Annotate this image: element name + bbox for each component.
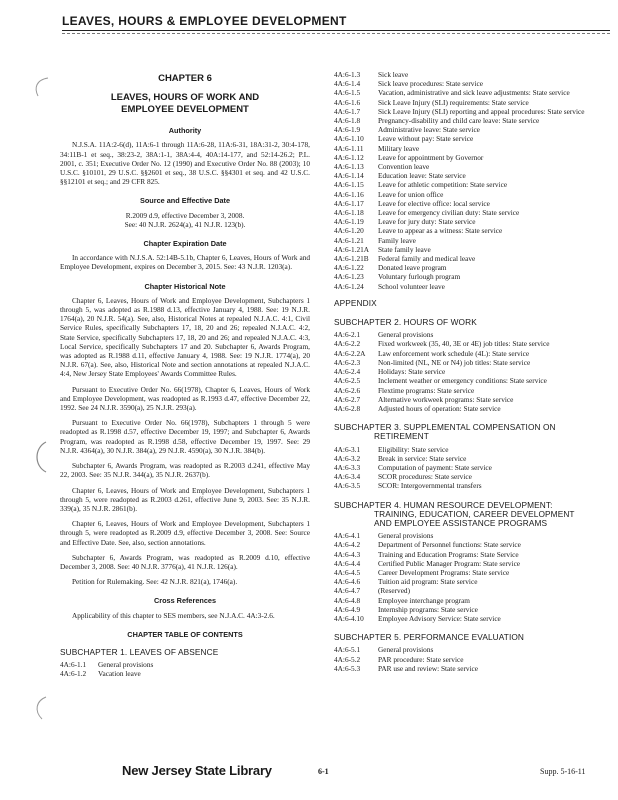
toc-entry[interactable] xyxy=(334,125,610,134)
section-number: 4A:6-5.3 xyxy=(334,663,361,673)
section-title: Administrative leave: State service xyxy=(378,125,480,135)
subchapter-3-title: SUBCHAPTER 3. SUPPLEMENTAL COMPENSATION ON xyxy=(334,422,556,433)
toc-entry[interactable] xyxy=(334,395,610,404)
section-title: Adjusted hours of operation: State service xyxy=(378,403,501,413)
left-column xyxy=(60,70,310,679)
section-title: Training and Education Programs: State Service xyxy=(378,549,519,559)
section-title: Sick Leave Injury (SLI) reporting and appeal procedures: State service xyxy=(378,106,585,116)
section-title: Employee Advisory Service: State service xyxy=(378,613,501,623)
toc-entry[interactable] xyxy=(334,263,610,272)
toc-entry[interactable] xyxy=(60,669,310,678)
section-number: 4A:6-2.6 xyxy=(334,385,361,395)
toc-entry[interactable] xyxy=(334,79,610,88)
section-number: 4A:6-5.2 xyxy=(334,654,361,664)
section-number: 4A:6-1.9 xyxy=(334,125,361,135)
section-title: Federal family and medical leave xyxy=(378,254,476,264)
subchapter-4-list xyxy=(334,531,610,623)
toc-entry[interactable] xyxy=(334,70,610,79)
section-title: Break in service: State service xyxy=(378,453,467,463)
section-number: 4A:6-1.13 xyxy=(334,162,364,172)
toc-entry[interactable] xyxy=(334,404,610,413)
library-stamp: New Jersey State Library xyxy=(122,763,272,778)
section-title: Convention leave xyxy=(378,162,430,172)
subchapter-2-title: SUBCHAPTER 2. HOURS OF WORK xyxy=(334,317,477,328)
section-title: Leave without pay: State service xyxy=(378,134,474,144)
section-title: Education leave: State service xyxy=(378,171,466,181)
section-number: 4A:6-1.21 xyxy=(334,235,364,245)
subchapter-3-title-cont: RETIREMENT xyxy=(374,431,429,442)
chapter-title-line: LEAVES, HOURS OF WORK AND xyxy=(110,92,260,104)
section-title: Family leave xyxy=(378,235,416,245)
toc-entry[interactable] xyxy=(334,645,610,654)
toc-entry[interactable] xyxy=(334,116,610,125)
section-title: Voluntary furlough program xyxy=(378,272,461,282)
toc-entry[interactable] xyxy=(334,358,610,367)
section-number: 4A:6-1.16 xyxy=(334,189,364,199)
toc-entry[interactable] xyxy=(334,330,610,339)
subchapter-5-list xyxy=(334,645,610,673)
toc-heading: CHAPTER TABLE OF CONTENTS xyxy=(127,629,243,639)
section-title: Fixed workweek (35, 40, 3E or 4E) job titles: State service xyxy=(378,339,550,349)
toc-entry[interactable] xyxy=(334,605,610,614)
section-number: 4A:6-2.8 xyxy=(334,403,361,413)
section-number: 4A:6-1.22 xyxy=(334,263,364,273)
section-number: 4A:6-1.21B xyxy=(334,254,369,264)
toc-entry[interactable] xyxy=(334,445,610,454)
section-number: 4A:6-4.2 xyxy=(334,540,361,550)
running-header: LEAVES, HOURS & EMPLOYEE DEVELOPMENT xyxy=(62,14,347,28)
section-title: Vacation, administrative and sick leave adjustments: State service xyxy=(378,88,570,98)
section-number: 4A:6-3.3 xyxy=(334,462,361,472)
section-title: Leave for jury duty: State service xyxy=(378,217,476,227)
subchapter-1-list xyxy=(334,70,610,291)
toc-entry[interactable] xyxy=(334,171,610,180)
expiration-text: In accordance with N.J.S.A. 52:14B-5.1b, Chapter 6, Leaves, Hours of Work and Employee Development, expires on December 3, 2015. See: 43 N.J.R. 1203(a). xyxy=(60,253,310,272)
source-line: R.2009 d.9, effective December 3, 2008. xyxy=(125,210,245,220)
cross-ref-heading: Cross References xyxy=(153,596,217,606)
section-number: 4A:6-2.1 xyxy=(334,330,361,340)
section-number: 4A:6-4.5 xyxy=(334,567,361,577)
section-title: Vacation leave xyxy=(98,669,141,679)
toc-entry[interactable] xyxy=(334,664,610,673)
section-title: State family leave xyxy=(378,244,431,254)
toc-entry[interactable] xyxy=(334,559,610,568)
toc-entry[interactable] xyxy=(334,596,610,605)
section-title: Eligibility: State service xyxy=(378,444,449,454)
section-title: Military leave xyxy=(378,143,420,153)
section-number: 4A:6-1.7 xyxy=(334,106,361,116)
header-rule xyxy=(62,30,610,31)
section-title: Alternative workweek programs: State service xyxy=(378,394,514,404)
section-title: Leave for emergency civilian duty: State service xyxy=(378,208,520,218)
section-title: Leave for union office xyxy=(378,189,444,199)
section-number: 4A:6-1.8 xyxy=(334,116,361,126)
hole-punch-mark xyxy=(30,440,52,474)
section-title: School volunteer leave xyxy=(378,281,445,291)
page-number: 6-1 xyxy=(318,767,329,776)
source-line: See: 40 N.J.R. 2624(a), 41 N.J.R. 123(b). xyxy=(124,219,246,229)
toc-entry[interactable] xyxy=(334,144,610,153)
toc-entry[interactable] xyxy=(334,199,610,208)
history-paragraph: Pursuant to Executive Order No. 66(1978), Subchapters 1 through 5 were readopted as R.1998 d.57, effective December 19, 1997; and Subchapter 6, Awards Program, was readopted as R.1998 d.58, effective December 19, 1997. See: 29 N.J.R. 4364(a), 30 N.J.R. 384(a), 29 N.J.R. 4590(a), 30 N.J.R. 384(b). xyxy=(60,418,310,455)
section-number: 4A:6-1.17 xyxy=(334,198,364,208)
toc-entry[interactable] xyxy=(334,107,610,116)
section-title: Flextime programs: State service xyxy=(378,385,475,395)
section-number: 4A:6-3.1 xyxy=(334,444,361,454)
history-paragraph: Chapter 6, Leaves, Hours of Work and Employee Development, Subchapters 1 through 5, were readopted as R.2003 d.261, effective June 9, 2003. See: 35 N.J.R. 339(a), 35 N.J.R. 2861(b). xyxy=(60,485,310,513)
toc-entry[interactable] xyxy=(334,153,610,162)
section-title: Non-limited (NL, NE or N4) job titles: State service xyxy=(378,357,531,367)
toc-entry[interactable] xyxy=(334,577,610,586)
section-number: 4A:6-2.5 xyxy=(334,376,361,386)
section-number: 4A:6-1.24 xyxy=(334,281,364,291)
section-number: 4A:6-1.2 xyxy=(60,669,87,679)
toc-entry[interactable] xyxy=(334,190,610,199)
toc-entry[interactable] xyxy=(334,376,610,385)
toc-entry[interactable] xyxy=(334,655,610,664)
section-title: General provisions xyxy=(378,531,434,541)
toc-entry[interactable] xyxy=(334,339,610,348)
section-number: 4A:6-3.2 xyxy=(334,453,361,463)
history-paragraph: Subchapter 6, Awards Program, was readopted as R.2003 d.241, effective May 22, 2003. See: 35 N.J.R. 344(a), 35 N.J.R. 2637(b). xyxy=(60,461,310,480)
section-number: 4A:6-4.7 xyxy=(334,586,361,596)
section-number: 4A:6-1.4 xyxy=(334,79,361,89)
section-title: Pregnancy-disability and child care leave: State service xyxy=(378,116,540,126)
chapter-title-line: EMPLOYEE DEVELOPMENT xyxy=(121,104,249,116)
chapter-title xyxy=(60,92,310,116)
subchapter-5-title: SUBCHAPTER 5. PERFORMANCE EVALUATION xyxy=(334,632,525,643)
toc-entry[interactable] xyxy=(334,236,610,245)
section-number: 4A:6-1.23 xyxy=(334,272,364,282)
toc-entry[interactable] xyxy=(334,463,610,472)
toc-entry[interactable] xyxy=(334,226,610,235)
section-number: 4A:6-1.15 xyxy=(334,180,364,190)
section-title: PAR procedure: State service xyxy=(378,654,464,664)
section-title: Tuition aid program: State service xyxy=(378,577,478,587)
toc-entry[interactable] xyxy=(334,162,610,171)
section-number: 4A:6-4.6 xyxy=(334,577,361,587)
toc-entry[interactable] xyxy=(334,614,610,623)
history-paragraph: Chapter 6, Leaves, Hours of Work and Employee Development, Subchapters 1 through 5, was adopted as R.1988 d.13, effective January 4, 1988. See: 19 N.J.R. 1764(a), 20 N.J.R. 54(a). See, also, Historical Notes at repealed N.J.A.C. 4:1, Civil Service Rules, specifically Subchapters 17, 18, 20 and 26; repealed N.J.A.C. 4:2, State Service, specifically Subchapters 17, 18, 20 and 26; and repealed N.J.A.C. 4:3, Local Service, specifically Subchapters 17 and 20. Subchapter 6, Awards Program, was adopted as R.1988 d.11, effective January 4, 1988. See: 19 N.J.R. 1774(a), 20 N.J.R. 67(a). See, also, Historical Note and section annotations at repealed N.J.A.C. 4:4, New Jersey State Employees' Awards Committee Rules. xyxy=(60,295,310,379)
appendix-label: APPENDIX xyxy=(334,297,377,308)
source-heading: Source and Effective Date xyxy=(139,196,231,206)
toc-entry[interactable] xyxy=(334,472,610,481)
margin-mark xyxy=(28,695,50,721)
history-paragraph: Chapter 6, Leaves, Hours of Work and Employee Development, Subchapters 1 through 5, were readopted as R.2009 d.9, effective December 3, 2008. See: Source and Effective Date. See, also, section annotations. xyxy=(60,519,310,547)
right-column xyxy=(334,70,610,673)
section-number: 4A:6-2.7 xyxy=(334,394,361,404)
section-number: 4A:6-2.2 xyxy=(334,339,361,349)
toc-entry[interactable] xyxy=(334,254,610,263)
section-number: 4A:6-4.9 xyxy=(334,604,361,614)
section-title: (Reserved) xyxy=(378,586,411,596)
history-heading: Chapter Historical Note xyxy=(144,281,226,291)
section-title: Leave for athletic competition: State service xyxy=(378,180,508,190)
section-number: 4A:6-1.1 xyxy=(60,660,87,670)
section-title: SCOR: Intergovernmental transfers xyxy=(378,481,482,491)
expiration-heading: Chapter Expiration Date xyxy=(143,239,227,249)
toc-entry[interactable] xyxy=(60,660,310,669)
section-title: Career Development Programs: State service xyxy=(378,567,510,577)
section-number: 4A:6-1.12 xyxy=(334,152,364,162)
toc-entry[interactable] xyxy=(334,481,610,490)
subchapter-4-title-cont: TRAINING, EDUCATION, CAREER DEVELOPMENT xyxy=(374,508,575,519)
section-title: SCOR procedures: State service xyxy=(378,472,472,482)
toc-entry[interactable] xyxy=(334,245,610,254)
toc-entry[interactable] xyxy=(334,367,610,376)
section-number: 4A:6-4.10 xyxy=(334,613,364,623)
section-title: Leave for elective office: local service xyxy=(378,198,490,208)
section-number: 4A:6-1.20 xyxy=(334,226,364,236)
section-number: 4A:6-4.4 xyxy=(334,558,361,568)
toc-entry[interactable] xyxy=(334,272,610,281)
authority-heading: Authority xyxy=(168,126,202,136)
toc-entry[interactable] xyxy=(334,180,610,189)
section-title: Certified Public Manager Program: State service xyxy=(378,558,521,568)
toc-entry[interactable] xyxy=(334,568,610,577)
section-number: 4A:6-1.14 xyxy=(334,171,364,181)
section-number: 4A:6-3.4 xyxy=(334,472,361,482)
toc-entry[interactable] xyxy=(334,349,610,358)
section-number: 4A:6-4.8 xyxy=(334,595,361,605)
section-title: Department of Personnel functions: State service xyxy=(378,540,521,550)
subchapter-4-title-cont: AND EMPLOYEE ASSISTANCE PROGRAMS xyxy=(374,517,548,528)
section-number: 4A:6-3.5 xyxy=(334,481,361,491)
section-number: 4A:6-4.1 xyxy=(334,531,361,541)
toc-entry[interactable] xyxy=(334,531,610,540)
section-title: Leave for appointment by Governor xyxy=(378,152,484,162)
section-title: General provisions xyxy=(378,330,434,340)
section-title: Inclement weather or emergency conditions: State service xyxy=(378,376,547,386)
section-number: 4A:6-2.2A xyxy=(334,348,366,358)
history-paragraph: Subchapter 6, Awards Program, was readopted as R.2009 d.10, effective December 3, 2008. See: 40 N.J.R. 3776(a), 41 N.J.R. 126(a). xyxy=(60,552,310,571)
section-title: Holidays: State service xyxy=(378,367,446,377)
section-title: Employee interchange program xyxy=(378,595,470,605)
history-paragraph: Pursuant to Executive Order No. 66(1978), Chapter 6, Leaves, Hours of Work and Employee Development, was readopted as R.1993 d.47, effective December 22, 1992. See 24 N.J.R. 3590(a), 25 N.J.R. 293(a). xyxy=(60,384,310,413)
subchapter-4-title: SUBCHAPTER 4. HUMAN RESOURCE DEVELOPMENT: xyxy=(334,499,553,510)
section-number: 4A:6-1.5 xyxy=(334,88,361,98)
toc-entry[interactable] xyxy=(334,134,610,143)
section-number: 4A:6-2.3 xyxy=(334,357,361,367)
section-title: Computation of payment: State service xyxy=(378,462,492,472)
section-title: Internship programs: State service xyxy=(378,604,478,614)
section-number: 4A:6-4.3 xyxy=(334,549,361,559)
cross-ref-text: Applicability of this chapter to SES members, see N.J.A.C. 4A:3-2.6. xyxy=(72,610,275,620)
toc-entry[interactable] xyxy=(334,282,610,291)
toc-entry[interactable] xyxy=(334,550,610,559)
subchapter-3-list xyxy=(334,445,610,491)
history-paragraph: Petition for Rulemaking. See: 42 N.J.R. 821(a), 1746(a). xyxy=(72,577,238,587)
section-number: 4A:6-1.10 xyxy=(334,134,364,144)
subchapter-1-title: SUBCHAPTER 1. LEAVES OF ABSENCE xyxy=(60,646,219,657)
section-title: PAR use and review: State service xyxy=(378,663,479,673)
section-number: 4A:6-2.4 xyxy=(334,367,361,377)
section-number: 4A:6-5.1 xyxy=(334,645,361,655)
section-number: 4A:6-1.19 xyxy=(334,217,364,227)
margin-mark xyxy=(30,76,52,100)
chapter-number: CHAPTER 6 xyxy=(158,73,212,84)
toc-entry[interactable] xyxy=(334,98,610,107)
section-number: 4A:6-1.6 xyxy=(334,97,361,107)
section-number: 4A:6-1.3 xyxy=(334,70,361,79)
section-number: 4A:6-1.11 xyxy=(334,143,364,153)
supplement-date: Supp. 5-16-11 xyxy=(540,767,586,776)
section-number: 4A:6-1.18 xyxy=(334,208,364,218)
section-title: General provisions xyxy=(98,660,154,670)
section-title: Law enforcement work schedule (4L): State service xyxy=(378,348,530,358)
section-title: General provisions xyxy=(378,645,434,655)
toc-entry[interactable] xyxy=(334,540,610,549)
toc-entry[interactable] xyxy=(334,586,610,595)
section-title: Leave to appear as a witness: State service xyxy=(378,226,503,236)
toc-entry[interactable] xyxy=(334,454,610,463)
section-title: Sick leave procedures: State service xyxy=(378,79,483,89)
section-number: 4A:6-1.21A xyxy=(334,244,370,254)
toc-entry[interactable] xyxy=(334,217,610,226)
section-title: Sick leave xyxy=(378,70,409,79)
subchapter-2-list xyxy=(334,330,610,413)
toc-entry[interactable] xyxy=(334,386,610,395)
authority-text: N.J.S.A. 11A:2-6(d), 11A:6-1 through 11A:6-28, 11A:6-31, 18A:31-2, 30:4-178, 34:11B-1 et seq., 38:23-2, 38A:1-1, 38A:4-4, 40A:14-177, and 52:14-26.2; P.L. 2001, c. 351; Executive Order No. 12 (1990) and Executive Order No. 88 (2003); 10 U.S.C. §10101, 29 U.S.C. §§2601 et seq., 38 U.S.C. §§4301 et seq. and 42 U.S.C. §§12101 et seq.; and 29 CFR 825. xyxy=(60,140,310,187)
header-rule-dashed xyxy=(62,33,610,34)
toc-entry[interactable] xyxy=(334,208,610,217)
section-title: Donated leave program xyxy=(378,263,447,273)
toc-entry[interactable] xyxy=(334,88,610,97)
section-title: Sick Leave Injury (SLI) requirements: State service xyxy=(378,97,529,107)
